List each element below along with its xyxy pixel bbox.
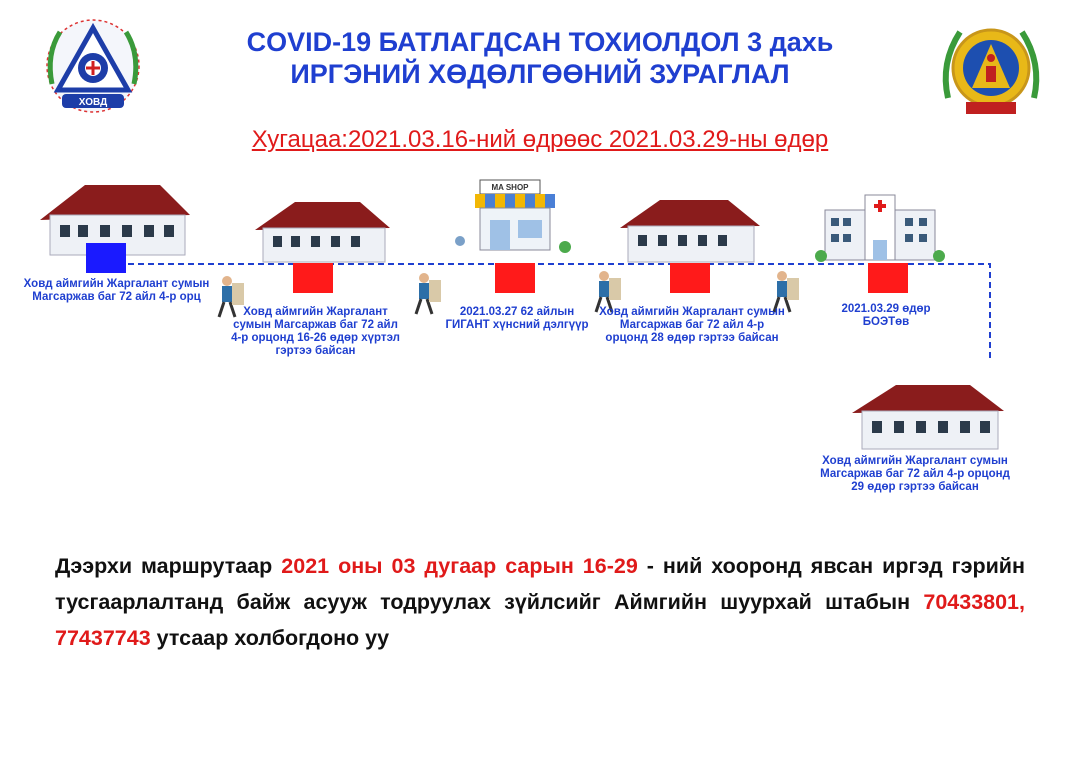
node-label-4: Ховд аймгийн Жаргалант сумын Магсаржав баг 72 айл 4-р орцонд 28 өдөр гэртээ байсан xyxy=(599,306,785,344)
state-emblem-logo xyxy=(936,18,1046,123)
route-marker xyxy=(868,263,908,293)
emblem-label: ХОВД xyxy=(78,97,108,108)
page-title-line2: ИРГЭНИЙ ХӨДӨЛГӨӨНИЙ ЗУРАГЛАЛ xyxy=(290,59,790,89)
node-label-1: Ховд аймгийн Жаргалант сумын Магсаржав баг 72 айл 4-р орц xyxy=(23,278,210,303)
page-title-line1: COVID-19 БАТЛАГДСАН ТОХИОЛДОЛ 3 дахь xyxy=(246,27,834,57)
house-icon xyxy=(620,200,760,262)
node-label-5: 2021.03.29 өдөр БОЭТөв xyxy=(841,303,931,328)
walking-person-icon xyxy=(416,273,441,314)
house-icon xyxy=(255,202,390,262)
route-marker xyxy=(495,263,535,293)
route-marker-start xyxy=(86,243,126,273)
house-icon xyxy=(852,383,1012,453)
period-text: Хугацаа:2021.03.16-ний өдрөөс 2021.03.29-ны өдөр xyxy=(251,126,829,153)
shop-icon xyxy=(455,180,571,253)
hospital-icon xyxy=(815,195,945,262)
khovd-emblem-logo xyxy=(38,14,148,119)
shop-sign: MA SHOP xyxy=(491,183,529,192)
notice-phones: 70433801, 77437743 xyxy=(55,590,1025,650)
node-label-6: Ховд аймгийн Жаргалант сумын Магсаржав баг 72 айл 4-р орцонд 29 өдөр гэртээ байсан xyxy=(820,455,1010,493)
node-label-2: Ховд аймгийн Жаргалант сумын Магсаржав баг 72 айл 4-р орцонд 16-26 өдөр хүртэл гэртээ байсан xyxy=(231,306,400,357)
notice-text: - ний хооронд явсан иргэд гэрийн тусгаарлалтанд байж асууж тодруулах зүйлсийг Аймгийн шуурхай штабын xyxy=(55,554,1026,614)
node-label-3: 2021.03.27 62 айлын ГИГАНТ хүнсний дэлгүүр xyxy=(445,306,589,331)
contact-notice xyxy=(55,548,1025,656)
route-marker xyxy=(293,263,333,293)
route-marker xyxy=(670,263,710,293)
notice-text: утсаар холбогдоно уу xyxy=(150,626,390,650)
notice-text: Дээрхи маршрутаар xyxy=(55,554,282,578)
notice-dates: 2021 оны 03 дугаар сарын 16-29 xyxy=(281,554,638,578)
